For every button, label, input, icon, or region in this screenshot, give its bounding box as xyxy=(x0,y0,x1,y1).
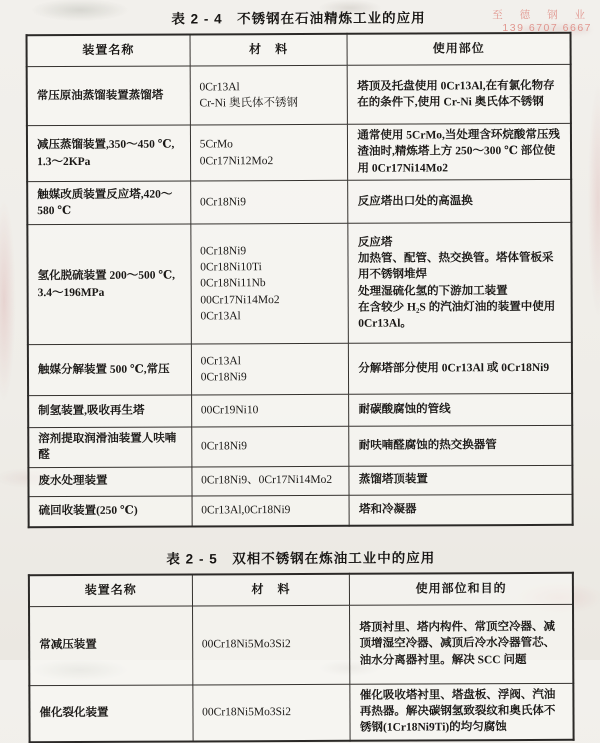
material-cell: 0Cr18Ni9、0Cr17Ni14Mo2 xyxy=(192,466,350,496)
material-cell: 00Cr19Ni10 xyxy=(191,394,349,427)
device-cell: 催化裂化装置 xyxy=(29,685,192,742)
table1-stainless-steel-petroleum-refining xyxy=(26,32,574,528)
material-cell: 00Cr18Ni5Mo3Si2 xyxy=(192,605,350,685)
table1-row xyxy=(29,494,573,527)
device-cell: 减压蒸馏装置,350～450 ℃, 1.3～2KPa xyxy=(27,125,190,182)
table1-row xyxy=(27,222,572,344)
material-cell: 0Cr13Al 0Cr18Ni9 xyxy=(191,343,349,395)
device-cell: 废水处理装置 xyxy=(28,467,191,497)
device-cell: 溶剂提取润滑油装置人呋喃醛 xyxy=(28,427,191,467)
table1-row xyxy=(28,465,572,496)
usage-cell: 通常使用 5CrMo,当处理含环烷酸常压残渣油时,精炼塔上方 250～300 ℃ 部位使用 0Cr17Ni14Mo2 xyxy=(348,123,571,180)
usage-cell: 反应塔出口处的高温换 xyxy=(348,179,571,223)
usage-cell: 反应塔 加热管、配管、热交换管。塔体管板采用不锈钢堆焊 处理湿硫化氢的下游加工装置 在含较少 H₂S 的汽油灯油的装置中使用 0Cr13Al。 xyxy=(348,222,572,343)
table1-title: 表 2 - 4 不锈钢在石油精炼工业的应用 xyxy=(171,10,426,27)
table2-header-device: 装置名称 xyxy=(29,574,192,606)
table1-row xyxy=(28,425,572,467)
table2-row xyxy=(29,683,573,742)
material-cell: 5CrMo 0Cr17Ni12Mo2 xyxy=(190,124,348,181)
device-cell: 氢化脱硫装置 200～500 ℃, 3.4～196MPa xyxy=(27,224,191,345)
table1-row xyxy=(27,179,571,224)
table2-header-material: 材 料 xyxy=(192,573,350,605)
material-cell: 0Cr18Ni9 xyxy=(190,180,348,224)
material-cell: 0Cr13Al,0Cr18Ni9 xyxy=(192,495,350,526)
table1-header-material: 材 料 xyxy=(190,34,348,66)
material-cell: 0Cr13Al Cr-Ni 奥氏体不锈钢 xyxy=(190,65,348,125)
device-cell: 常减压装置 xyxy=(29,606,193,686)
table1-header-usage: 使用部位 xyxy=(347,33,570,65)
usage-cell: 分解塔部分使用 0Cr13Al 或 0Cr18Ni9 xyxy=(349,342,572,394)
usage-cell: 塔和冷凝器 xyxy=(349,494,572,525)
material-cell: 0Cr18Ni9 xyxy=(191,426,349,466)
table2-header-usage: 使用部位和目的 xyxy=(350,572,573,604)
table2-duplex-stainless-steel-oil-refining xyxy=(28,571,575,742)
table2-title: 表 2 - 5 双相不锈钢在炼油工业中的应用 xyxy=(166,550,436,567)
device-cell: 制氢装置,吸收再生塔 xyxy=(28,395,191,428)
table1-row xyxy=(27,64,571,125)
page-content xyxy=(0,6,600,743)
table1-header-row xyxy=(27,33,571,67)
usage-cell: 耐呋喃醛腐蚀的热交换器管 xyxy=(349,425,572,466)
table1-row xyxy=(28,342,572,395)
device-cell: 常压原油蒸馏装置蒸馏塔 xyxy=(27,66,190,126)
table2-header-row xyxy=(29,572,573,606)
usage-cell: 塔顶及托盘使用 0Cr13Al,在有氯化物存在的条件下,使用 Cr-Ni 奥氏体不锈钢 xyxy=(348,64,571,124)
device-cell: 触媒分解装置 500 ℃,常压 xyxy=(28,344,191,396)
vendor-watermark-phone: 139 6707 6667 xyxy=(502,22,592,35)
device-cell: 触媒改质装置反应塔,420～580 ℃ xyxy=(27,181,190,225)
table1-row xyxy=(28,393,572,427)
usage-cell: 塔顶衬里、塔内构件、常顶空冷器、减顶增湿空冷器、减顶后冷水冷器管芯、油水分离器衬里。解决 SCC 问题 xyxy=(350,604,573,684)
table1-row xyxy=(27,123,571,181)
material-cell: 00Cr18Ni5Mo3Si2 xyxy=(193,684,351,741)
vendor-watermark xyxy=(492,9,592,35)
table2-row xyxy=(29,604,573,685)
usage-cell: 蒸馏塔顶装置 xyxy=(349,465,572,495)
table1-header-device: 装置名称 xyxy=(27,34,190,66)
scanned-document-page xyxy=(0,7,600,735)
usage-cell: 耐碳酸腐蚀的管线 xyxy=(349,393,572,426)
device-cell: 硫回收装置(250 ℃) xyxy=(29,496,192,527)
usage-cell: 催化吸收塔衬里、塔盘板、浮阀、汽油再热器。解决碳钢氢致裂纹和奥氏体不锈钢(1Cr18Ni9Ti)的均匀腐蚀 xyxy=(350,683,573,740)
material-cell: 0Cr18Ni9 0Cr18Ni10Ti 0Cr18Ni11Nb 00Cr17Ni14Mo2 0Cr13Al xyxy=(191,223,349,344)
vendor-watermark-name: 至 德 钢 业 xyxy=(492,9,592,21)
